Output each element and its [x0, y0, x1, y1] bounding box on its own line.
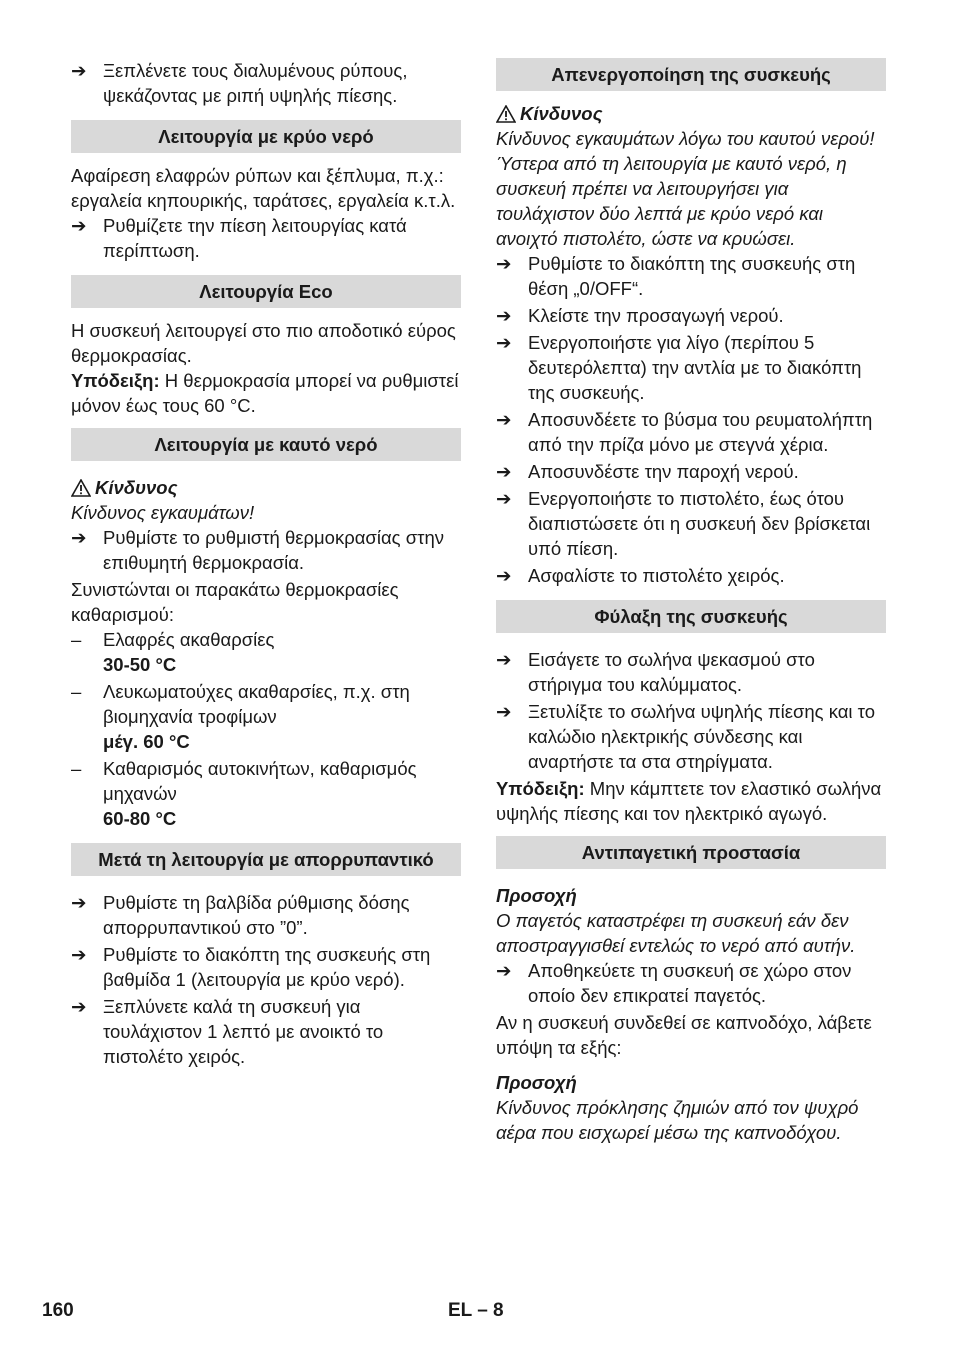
list-item-text: Κλείστε την προσαγωγή νερού. — [528, 305, 784, 326]
caution-text: Ο παγετός καταστρέφει τη συσκευή εάν δεν αποστραγγισθεί εντελώς το νερό από αυτήν. — [496, 910, 856, 956]
list-item — [71, 525, 461, 575]
paragraph: Αφαίρεση ελαφρών ρύπων και ξέπλυμα, π.χ.: εργαλεία κηπουρικής, ταράτσες, εργαλεία κ.τ.λ. — [71, 165, 456, 211]
danger-label: Κίνδυνος — [520, 103, 603, 124]
list-item-text: Ξεπλένετε τους διαλυμένους ρύπους, ψεκάζοντας με ριπή υψηλής πίεσης. — [103, 60, 408, 106]
danger-label: Κίνδυνος — [95, 477, 178, 498]
section-heading-eco: Λειτουργία Eco — [71, 275, 461, 308]
warning-triangle-icon — [496, 105, 520, 123]
section-heading-frost-protection: Αντιπαγετική προστασία — [496, 836, 886, 869]
list-item-text: Ρυθμίστε τη βαλβίδα ρύθμισης δόσης απορρυπαντικού στο ”0”. — [103, 892, 410, 938]
paragraph: Αν η συσκευή συνδεθεί σε καπνοδόχο, λάβετε υπόψη τα εξής: — [496, 1012, 872, 1058]
paragraph: Η συσκευή λειτουργεί στο πιο αποδοτικό εύρος θερμοκρασίας. — [71, 320, 456, 366]
note-text: Μην κάμπτετε τον ελαστικό σωλήνα υψηλής πίεσης και τον ηλεκτρικό αγωγό. — [496, 778, 882, 824]
list-item-text: Ρυθμίστε το διακόπτη της συσκευής στη θέση „0/OFF“. — [528, 253, 856, 299]
caution-label: Προσοχή — [496, 885, 577, 906]
caution-label: Προσοχή — [496, 1072, 577, 1093]
temperature-value: 60-80 °C — [103, 808, 177, 829]
dash-item — [71, 756, 461, 806]
arrow-icon: ➔ — [71, 892, 87, 913]
arrow-icon: ➔ — [496, 253, 512, 274]
arrow-icon: ➔ — [496, 565, 512, 586]
list-item-text: Αποσυνδέστε την παροχή νερού. — [528, 461, 799, 482]
section-heading-cold-water: Λειτουργία με κρύο νερό — [71, 120, 461, 153]
list-item — [71, 942, 461, 992]
temperature-value: 30-50 °C — [103, 654, 177, 675]
list-item — [496, 330, 886, 405]
arrow-icon: ➔ — [496, 461, 512, 482]
temperature-value: μέγ. 60 °C — [103, 731, 190, 752]
arrow-icon: ➔ — [496, 488, 512, 509]
section-heading-shutdown: Απενεργοποίηση της συσκευής — [496, 58, 886, 91]
list-item — [496, 303, 886, 328]
section-heading-hot-water: Λειτουργία με καυτό νερό — [71, 428, 461, 461]
arrow-icon: ➔ — [496, 960, 512, 981]
note-label: Υπόδειξη: — [71, 370, 160, 391]
danger-title — [71, 475, 461, 500]
dash-bullet: – — [71, 629, 82, 650]
dash-bullet: – — [71, 681, 82, 702]
arrow-icon: ➔ — [496, 332, 512, 353]
list-item-text: Εισάγετε το σωλήνα ψεκασμού στο στήριγμα του καλύμματος. — [528, 649, 815, 695]
list-item — [496, 958, 886, 1008]
list-item — [496, 459, 886, 484]
list-item-text: Ασφαλίστε το πιστολέτο χειρός. — [528, 565, 785, 586]
dash-item-text: Καθαρισμός αυτοκινήτων, καθαρισμός μηχανών — [103, 758, 417, 804]
list-item — [496, 407, 886, 457]
list-item — [71, 994, 461, 1069]
warning-triangle-icon — [71, 479, 95, 497]
list-item-text: Αποθηκεύετε τη συσκευή σε χώρο στον οποίο δεν επικρατεί παγετός. — [528, 960, 852, 1006]
list-item — [496, 486, 886, 561]
arrow-icon: ➔ — [71, 996, 87, 1017]
list-item-text: Ρυθμίστε το διακόπτη της συσκευής στη βαθμίδα 1 (λειτουργία με κρύο νερό). — [103, 944, 431, 990]
list-item — [496, 699, 886, 774]
language-page-label: EL – 8 — [448, 1300, 504, 1321]
danger-text: Κίνδυνος εγκαυμάτων! — [71, 502, 255, 523]
note — [496, 776, 886, 826]
list-item-text: Ενεργοποιήστε το πιστολέτο, έως ότου διαπιστώσετε ότι η συσκευή δεν βρίσκεται υπό πίεση. — [528, 488, 871, 559]
arrow-icon: ➔ — [496, 649, 512, 670]
note-label: Υπόδειξη: — [496, 778, 585, 799]
page-number: 160 — [42, 1300, 74, 1321]
list-item-text: Ξεπλύνετε καλά τη συσκευή για τουλάχιστον 1 λεπτό με ανοικτό το πιστολέτο χειρός. — [103, 996, 384, 1067]
paragraph: Συνιστώνται οι παρακάτω θερμοκρασίες καθαρισμού: — [71, 579, 399, 625]
list-item-text: Ενεργοποιήστε για λίγο (περίπου 5 δευτερόλεπτα) την αντλία με το διακόπτη της συσκευής. — [528, 332, 862, 403]
section-heading-after-detergent: Μετά τη λειτουργία με απορρυπαντικό — [71, 843, 461, 876]
list-item — [496, 563, 886, 588]
arrow-icon: ➔ — [496, 305, 512, 326]
list-item — [71, 890, 461, 940]
list-item-text: Ρυθμίζετε την πίεση λειτουργίας κατά περίπτωση. — [103, 215, 407, 261]
dash-item — [71, 627, 461, 652]
arrow-icon: ➔ — [496, 701, 512, 722]
danger-title — [496, 101, 886, 126]
caution-text: Κίνδυνος πρόκλησης ζημιών από τον ψυχρό αέρα που εισχωρεί μέσω της καπνοδόχου. — [496, 1097, 859, 1143]
list-item-text: Ξετυλίξτε το σωλήνα υψηλής πίεσης και το καλώδιο ηλεκτρικής σύνδεσης και αναρτήστε τα στα στηρίγματα. — [528, 701, 876, 772]
danger-text: Κίνδυνος εγκαυμάτων λόγω του καυτού νερού! Ύστερα από τη λειτουργία με καυτό νερό, η συσκευή πρέπει να λειτουργήσει για τουλάχιστον δύο λεπτά με κρύο νερό και ανοιχτό πιστολέτο, ώστε να κρυώσει. — [496, 128, 875, 249]
dash-bullet: – — [71, 758, 82, 779]
list-item-text: Αποσυνδέετε το βύσμα του ρευματολήπτη από την πρίζα μόνο με στεγνά χέρια. — [528, 409, 873, 455]
list-item — [496, 251, 886, 301]
section-heading-storage: Φύλαξη της συσκευής — [496, 600, 886, 633]
list-item — [71, 58, 461, 108]
left-column — [71, 58, 461, 1071]
dash-item-text: Ελαφρές ακαθαρσίες — [103, 629, 275, 650]
arrow-icon: ➔ — [496, 409, 512, 430]
list-item-text: Ρυθμίστε το ρυθμιστή θερμοκρασίας στην επιθυμητή θερμοκρασία. — [103, 527, 444, 573]
arrow-icon: ➔ — [71, 527, 87, 548]
arrow-icon: ➔ — [71, 944, 87, 965]
note — [71, 368, 461, 418]
arrow-icon: ➔ — [71, 215, 87, 236]
dash-item-text: Λευκωματούχες ακαθαρσίες, π.χ. στη βιομηχανία τροφίμων — [103, 681, 410, 727]
list-item — [496, 647, 886, 697]
right-column — [496, 58, 886, 1145]
arrow-icon: ➔ — [71, 60, 87, 81]
dash-item — [71, 679, 461, 729]
note-text: Η θερμοκρασία μπορεί να ρυθμιστεί μόνον έως τους 60 °C. — [71, 370, 459, 416]
list-item — [71, 213, 461, 263]
